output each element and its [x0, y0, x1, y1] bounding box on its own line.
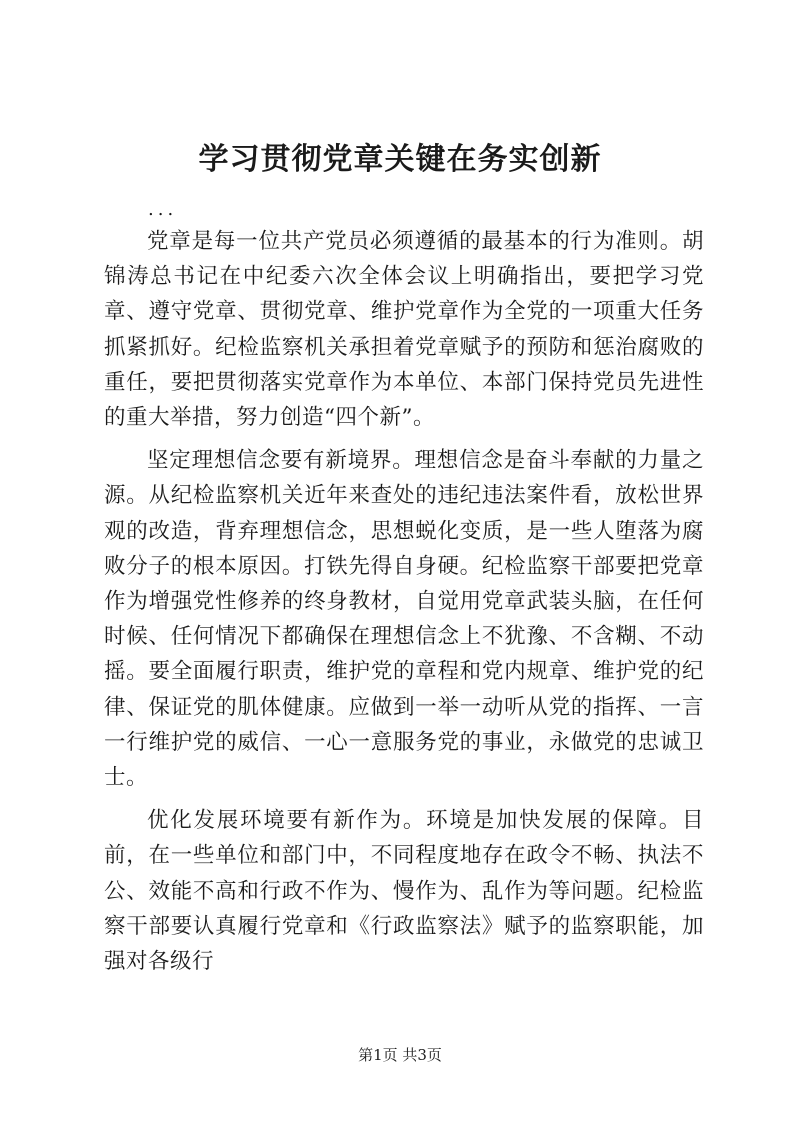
- paragraph: 党章是每一位共产党员必须遵循的最基本的行为准则。胡锦涛总书记在中纪委六次全体会议上明确指出，要把学习党章、遵守党章、贯彻党章、维护党章作为全党的一项重大任务抓紧抓好。纪检监察机关承担着党章赋予的预防和惩治腐败的重任，要把贯彻落实党章作为本单位、本部门保持党员先进性的重大举措，努力创造“四个新”。: [104, 229, 704, 431]
- paragraph: 坚定理想信念要有新境界。理想信念是奋斗奉献的力量之源。从纪检监察机关近年来查处的违纪违法案件看，放松世界观的改造，背弃理想信念，思想蜕化变质，是一些人堕落为腐败分子的根本原因。打铁先得自身硬。纪检监察干部要把党章作为增强党性修养的终身教材，自觉用党章武装头脑，在任何时候、任何情况下都确保在理想信念上不犹豫、不含糊、不动摇。要全面履行职责，维护党的章程和党内规章、维护党的纪律、保证党的肌体健康。应做到一举一动听从党的指挥、一言一行维护党的威信、一心一意服务党的事业，永做党的忠诚卫士。: [104, 448, 704, 791]
- page-footer: 第1页 共3页: [358, 1046, 442, 1064]
- ellipsis-mark: ...: [148, 199, 178, 220]
- document-body: [104, 224, 704, 987]
- document-title: 学习贯彻党章关键在务实创新: [198, 142, 602, 177]
- paragraph: 优化发展环境要有新作为。环境是加快发展的保障。目前，在一些单位和部门中，不同程度地存在政令不畅、执法不公、效能不高和行政不作为、慢作为、乱作为等问题。纪检监察干部要认真履行党章和《行政监察法》赋予的监察职能，加强对各级行: [104, 808, 704, 975]
